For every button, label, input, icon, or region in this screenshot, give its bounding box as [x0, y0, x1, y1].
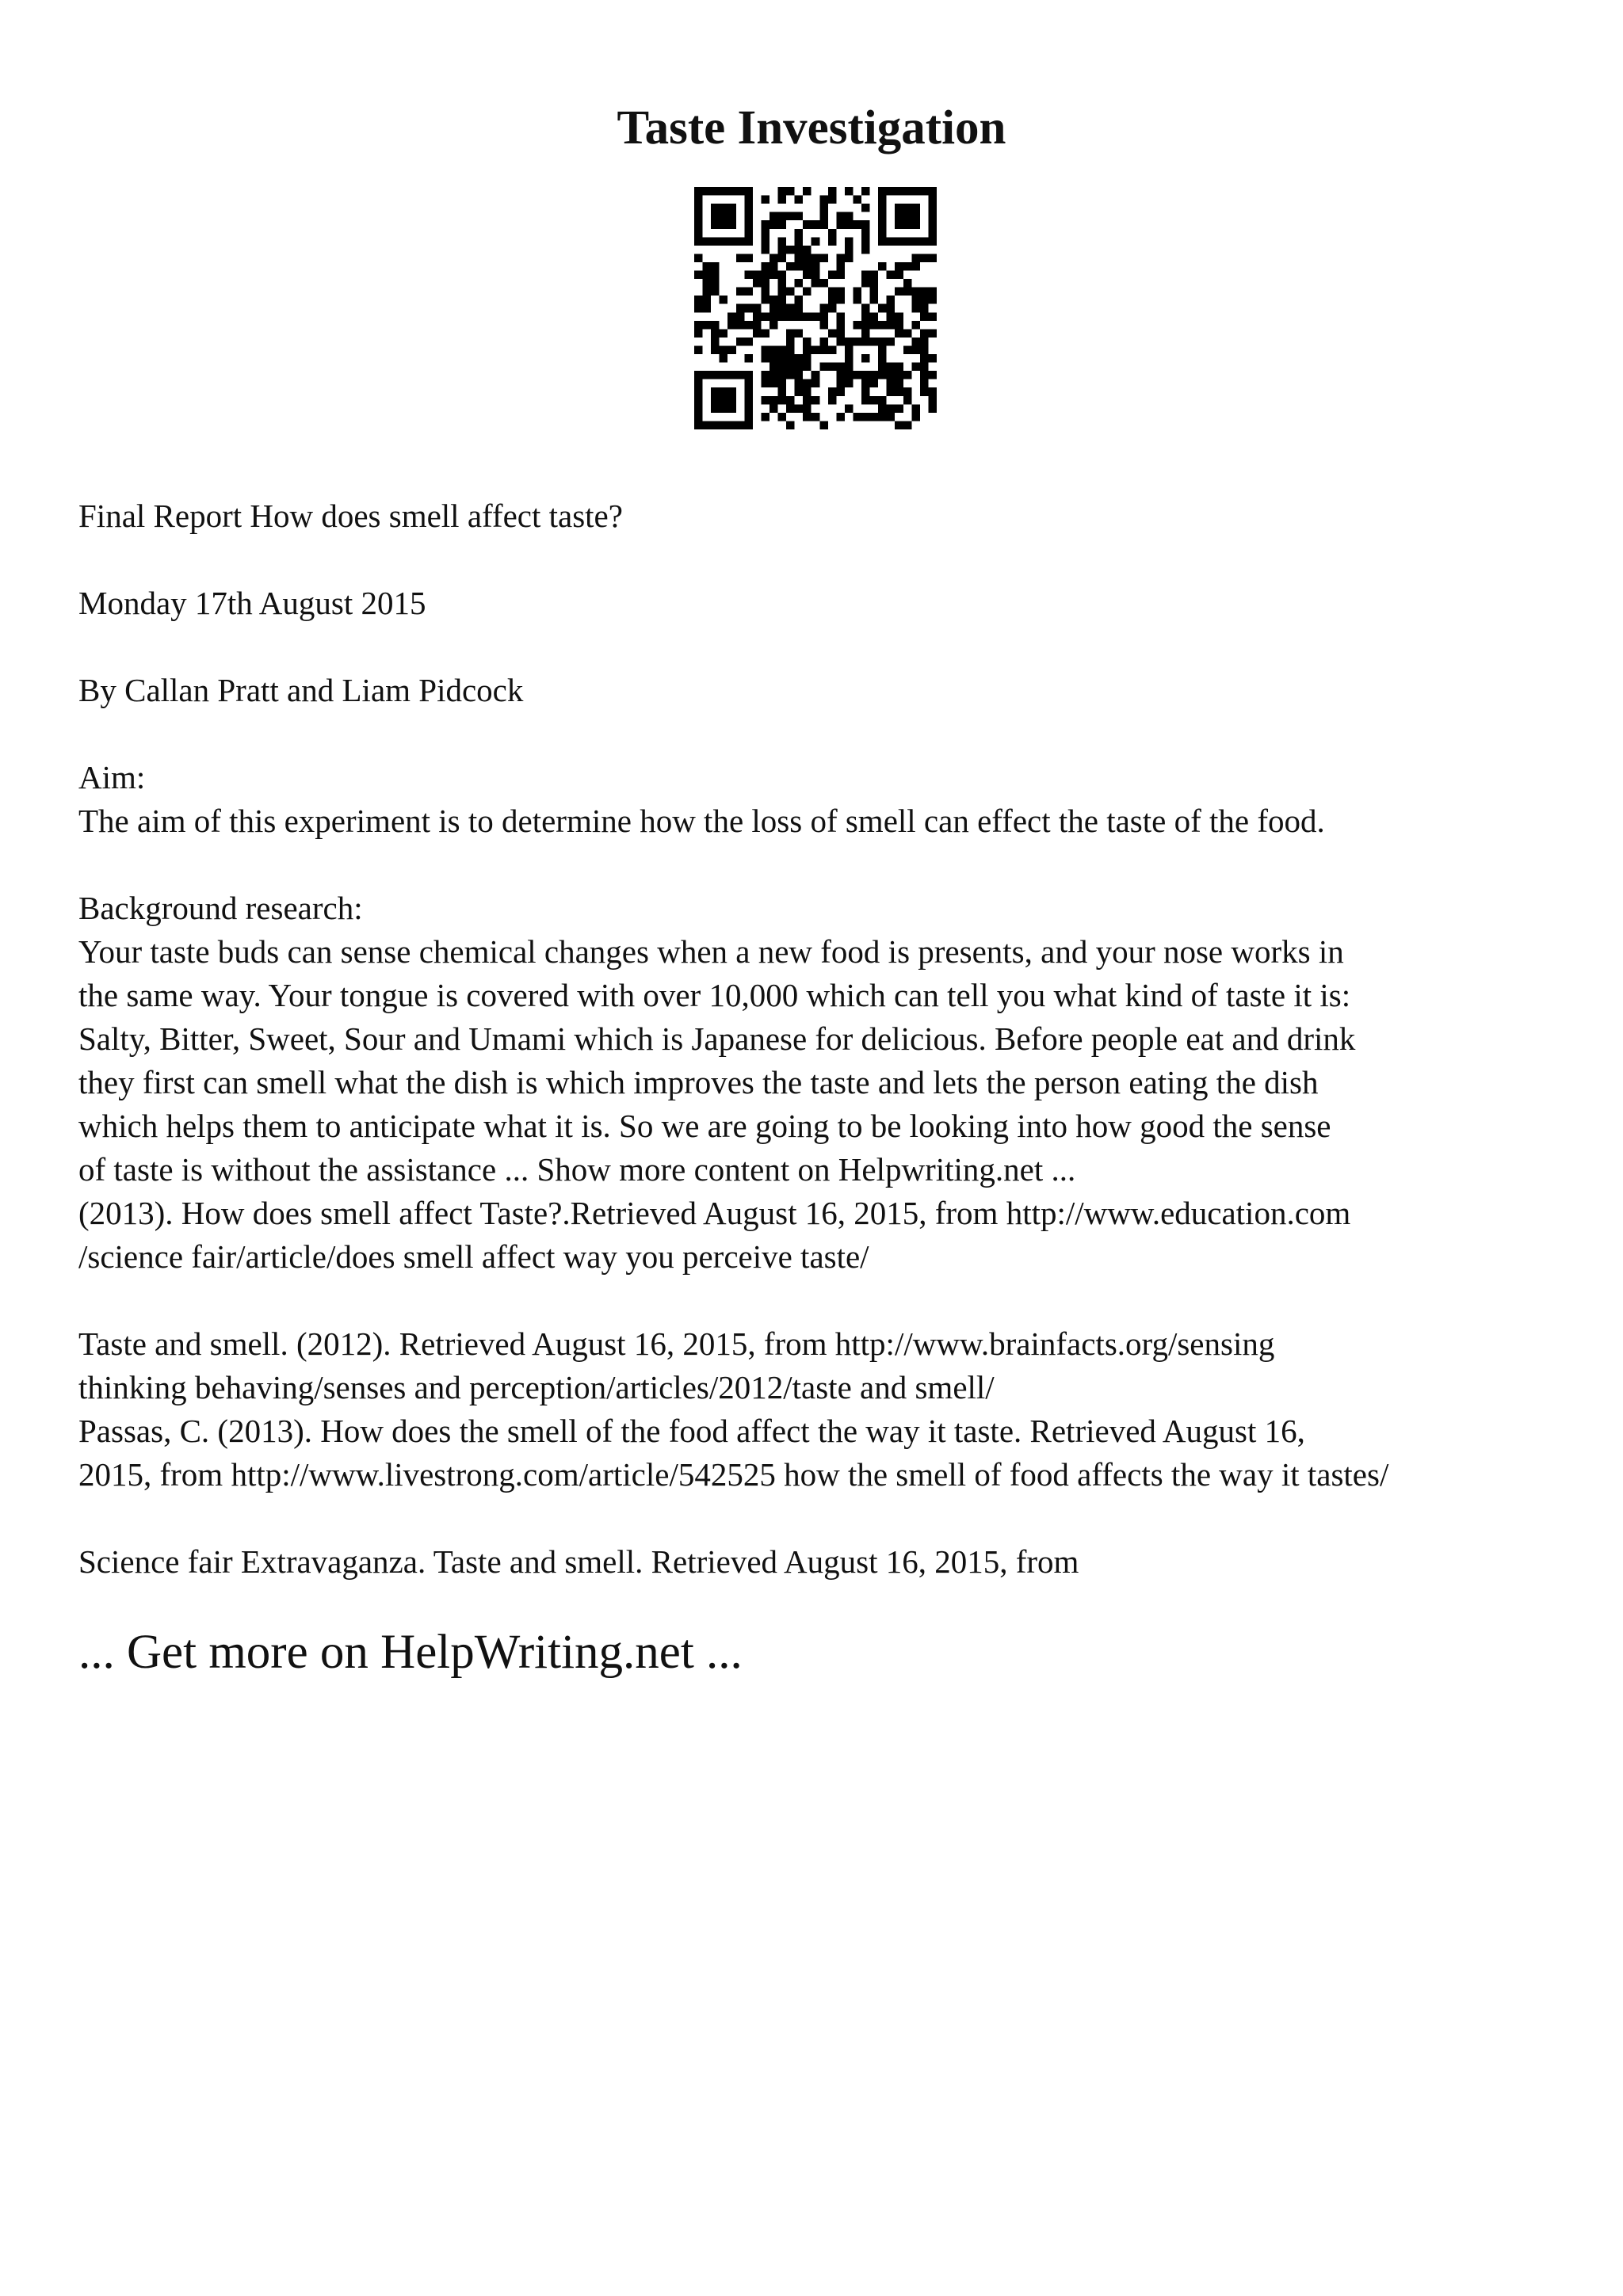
blank-line: [78, 538, 1584, 582]
blank-line: [78, 1497, 1584, 1540]
blank-line: [78, 1279, 1584, 1322]
qr-code: [694, 187, 937, 429]
text-line: (2013). How does smell affect Taste?.Retrieved August 16, 2015, from http://www.education.com: [78, 1195, 1351, 1231]
blank-line: [78, 843, 1584, 887]
document-title: Taste Investigation: [617, 101, 1006, 154]
text-line: By Callan Pratt and Liam Pidcock: [78, 672, 524, 708]
text-line: Your taste buds can sense chemical changes when a new food is presents, and your nose works in: [78, 933, 1344, 970]
text-line: which helps them to anticipate what it is. So we are going to be looking into how good the sense: [78, 1108, 1331, 1144]
blank-line: [78, 712, 1584, 756]
text-line: Taste and smell. (2012). Retrieved August 16, 2015, from http://www.brainfacts.org/sensing: [78, 1325, 1275, 1362]
text-line: Background research:: [78, 890, 363, 926]
text-line: Aim:: [78, 759, 146, 795]
text-line: thinking behaving/senses and perception/articles/2012/taste and smell/: [78, 1369, 995, 1405]
text-line: Passas, C. (2013). How does the smell of the food affect the way it taste. Retrieved August 16,: [78, 1413, 1305, 1449]
text-line: the same way. Your tongue is covered with over 10,000 which can tell you what kind of taste it is:: [78, 977, 1351, 1013]
get-more-link[interactable]: ... Get more on HelpWriting.net ...: [78, 1626, 743, 1679]
text-line: /science fair/article/does smell affect way you perceive taste/: [78, 1238, 869, 1275]
text-line: of taste is without the assistance ... Show more content on Helpwriting.net ...: [78, 1151, 1076, 1188]
blank-line: [78, 625, 1584, 669]
text-line: Salty, Bitter, Sweet, Sour and Umami which is Japanese for delicious. Before people eat and drink: [78, 1020, 1356, 1057]
text-line: Monday 17th August 2015: [78, 585, 426, 621]
text-line: Final Report How does smell affect taste?: [78, 498, 623, 534]
text-line: 2015, from http://www.livestrong.com/article/542525 how the smell of food affects the way it tastes/: [78, 1456, 1389, 1493]
text-line: they first can smell what the dish is which improves the taste and lets the person eating the dish: [78, 1064, 1319, 1100]
document-body: [78, 494, 1584, 1584]
text-line: Science fair Extravaganza. Taste and smell. Retrieved August 16, 2015, from: [78, 1543, 1079, 1580]
text-line: The aim of this experiment is to determine how the loss of smell can effect the taste of the food.: [78, 803, 1325, 839]
